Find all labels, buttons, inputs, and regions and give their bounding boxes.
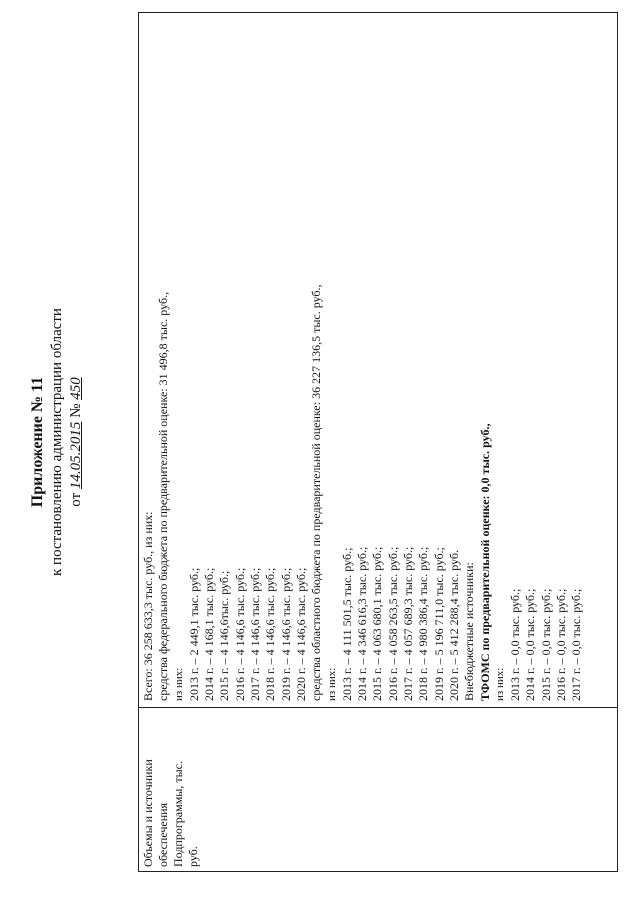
funding-line: 2015 г. – 4 063 680,1 тыс. руб.;	[370, 546, 385, 701]
funding-line: 2013 г. – 0,0 тыс. руб.;	[508, 588, 523, 701]
appendix-date-number	[67, 12, 86, 872]
funding-line: 2015 г. – 4 146,6тыс. руб.;	[217, 570, 232, 701]
resolution-date: 14.05.2015	[68, 421, 84, 490]
funding-line: 2020 г. – 5 412 288,4 тыс. руб.	[446, 550, 461, 701]
funding-line: 2013 г. – 4 111 501,5 тыс. руб.;	[339, 547, 354, 701]
funding-line: 2020 г. – 4 146,6 тыс. руб.;	[293, 567, 308, 701]
funding-line: средства областного бюджета по предварительной оценке: 36 227 136,5 тыс. руб.,	[309, 284, 324, 701]
funding-line: средства федерального бюджета по предварительной оценке: 31 496,8 тыс. руб.,	[156, 291, 171, 701]
from-prefix: от	[68, 492, 84, 507]
funding-line: Внебюджетные источники:	[462, 562, 477, 701]
funding-line: 2016 г. – 4 146,6 тыс. руб.;	[232, 567, 247, 701]
funding-line: 2017 г. – 4 146,6 тыс. руб.;	[248, 567, 263, 701]
appendix-header	[28, 12, 86, 872]
appendix-subtitle: к постановлению администрации области	[49, 308, 65, 576]
funding-line: 2013 г. – 2 449,1 тыс. руб.;	[186, 567, 201, 701]
resolution-number: 450	[68, 377, 84, 400]
funding-line: 2015 г. – 0,0 тыс. руб.;	[538, 588, 553, 701]
funding-label-cell	[139, 707, 617, 871]
funding-line: 2019 г. – 4 146,6 тыс. руб.;	[278, 567, 293, 701]
label-line: Объемы и источники	[141, 759, 155, 867]
appendix-title: Приложение № 11	[29, 376, 46, 508]
funding-line: 2016 г. – 0,0 тыс. руб.;	[554, 588, 569, 701]
funding-line: 2014 г. – 0,0 тыс. руб.;	[523, 588, 538, 701]
funding-line: 2014 г. – 4 346 616,3 тыс. руб.;	[355, 546, 370, 701]
funding-line: 2016 г. – 4 058 263,5 тыс. руб.;	[385, 546, 400, 701]
funding-line: ТФОМС по предварительной оценке: 0,0 тыс. руб.,	[477, 423, 492, 701]
funding-line: Всего: 36 258 633,3 тыс. руб., из них:	[141, 511, 155, 701]
label-line: Подпрограммы, тыс.	[171, 761, 185, 867]
funding-line: из них:	[493, 667, 506, 701]
funding-line: из них:	[172, 667, 185, 701]
funding-line: 2014 г. – 4 168,1 тыс. руб.;	[202, 567, 217, 701]
funding-details-cell	[139, 13, 617, 707]
label-line: руб.	[186, 846, 200, 867]
label-line: обеспечения	[156, 802, 170, 867]
rotated-page	[28, 12, 618, 872]
funding-line: 2017 г. – 4 057 689,3 тыс. руб.;	[401, 546, 416, 701]
funding-line: 2019 г. – 5 196 711,0 тыс. руб.;	[431, 547, 446, 701]
number-prefix: №	[68, 403, 84, 418]
funding-line: 2018 г. – 4 980 386,4 тыс. руб.;	[416, 546, 431, 701]
funding-line: 2017 г. – 0,0 тыс. руб.;	[569, 588, 584, 701]
funding-line: 2018 г. – 4 146,6 тыс. руб.;	[263, 567, 278, 701]
funding-table	[138, 12, 618, 872]
funding-line: из них:	[325, 667, 338, 701]
